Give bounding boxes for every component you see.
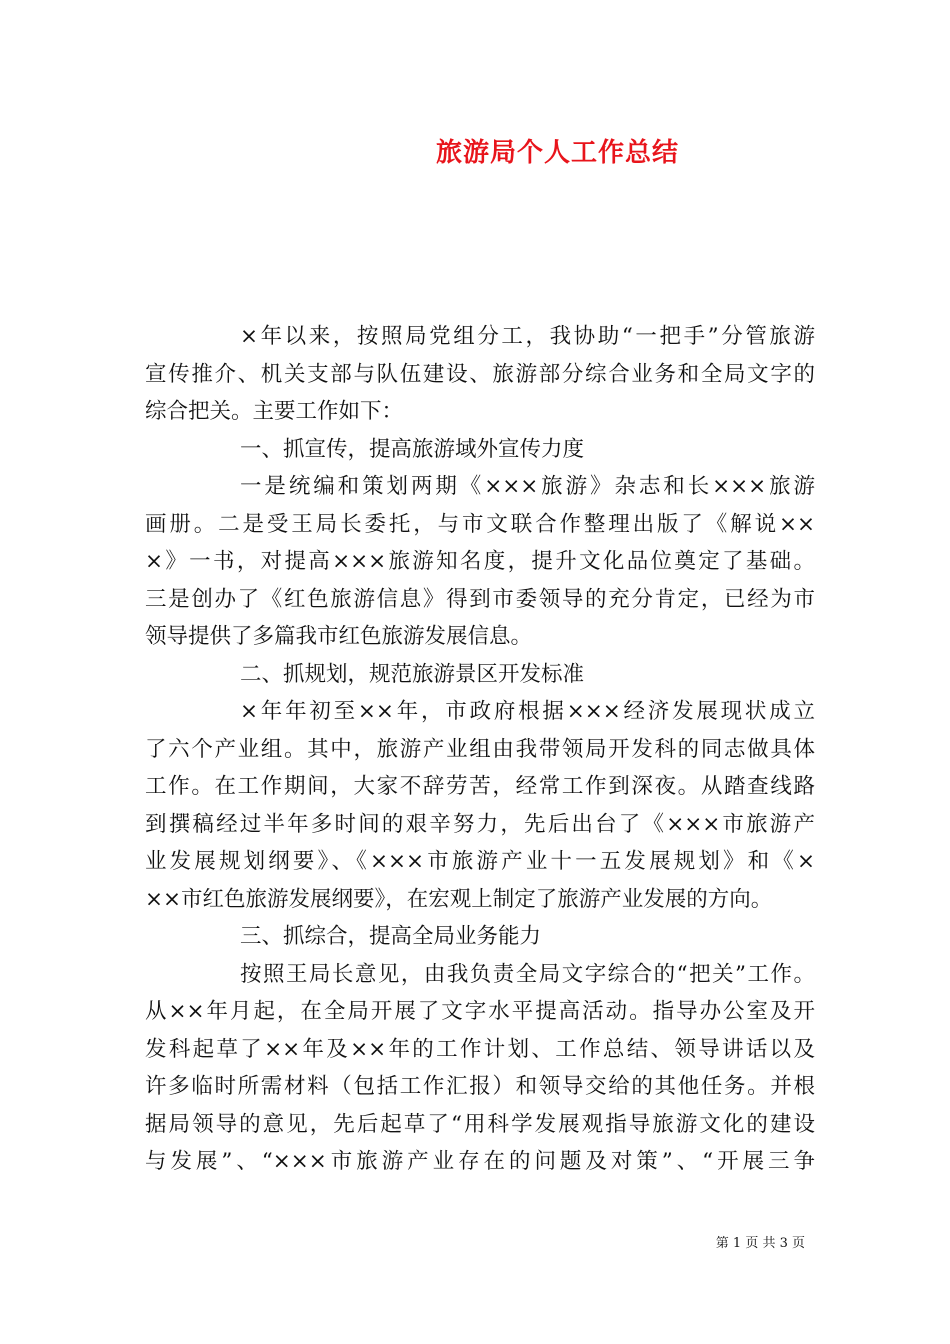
paragraph-line: 综合把关。主要工作如下： (145, 399, 404, 424)
section-heading: 三、抓综合，提高全局业务能力 (240, 924, 542, 949)
paragraph-line: 了六个产业组。其中，旅游产业组由我带领局开发科的同志做具体 (145, 736, 815, 762)
section-heading: 一、抓宣传，提高旅游域外宣传力度 (240, 436, 585, 462)
document-body (145, 318, 815, 1181)
page-number: 第 1 页 共 3 页 (715, 1236, 805, 1251)
paragraph-line: 按照王局长意见，由我负责全局文字综合的“把关”工作。 (240, 961, 815, 987)
paragraph-line: 据局领导的意见，先后起草了“用科学发展观指导旅游文化的建设 (145, 1111, 815, 1137)
paragraph-line: 从××年月起，在全局开展了文字水平提高活动。指导办公室及开 (145, 999, 815, 1024)
paragraph-line: ×》一书，对提高×××旅游知名度，提升文化品位奠定了基础。 (145, 549, 815, 574)
paragraph-line: 一是统编和策划两期《×××旅游》杂志和长×××旅游 (240, 474, 815, 499)
paragraph-line: 三是创办了《红色旅游信息》得到市委领导的充分肯定，已经为市 (145, 586, 815, 612)
paragraph-line: 领导提供了多篇我市红色旅游发展信息。 (145, 624, 533, 649)
paragraph-line: 发科起草了××年及××年的工作计划、工作总结、领导讲话以及 (145, 1036, 815, 1062)
paragraph-line: 许多临时所需材料（包括工作汇报）和领导交给的其他任务。并根 (145, 1074, 815, 1099)
paragraph-line: 到撰稿经过半年多时间的艰辛努力，先后出台了《×××市旅游产 (145, 811, 815, 837)
paragraph-line: 工作。在工作期间，大家不辞劳苦，经常工作到深夜。从踏查线路 (145, 774, 815, 799)
document-title: 旅游局个人工作总结 (435, 138, 679, 168)
paragraph-line: 与发展”、“×××市旅游产业存在的问题及对策”、“开展三争 (145, 1149, 815, 1174)
paragraph-line: ××市红色旅游发展纲要》，在宏观上制定了旅游产业发展的方向。 (145, 886, 773, 912)
section-heading: 二、抓规划，规范旅游景区开发标准 (240, 661, 585, 687)
paragraph-line: ×年年初至××年，市政府根据×××经济发展现状成立 (240, 699, 815, 724)
paragraph-line: ×年以来，按照局党组分工，我协助“一把手”分管旅游 (240, 324, 815, 349)
paragraph-line: 业发展规划纲要》、《×××市旅游产业十一五发展规划》和《× (145, 849, 815, 874)
paragraph-line: 宣传推介、机关支部与队伍建设、旅游部分综合业务和全局文字的 (145, 361, 815, 387)
paragraph-line: 画册。二是受王局长委托，与市文联合作整理出版了《解说×× (145, 511, 815, 537)
